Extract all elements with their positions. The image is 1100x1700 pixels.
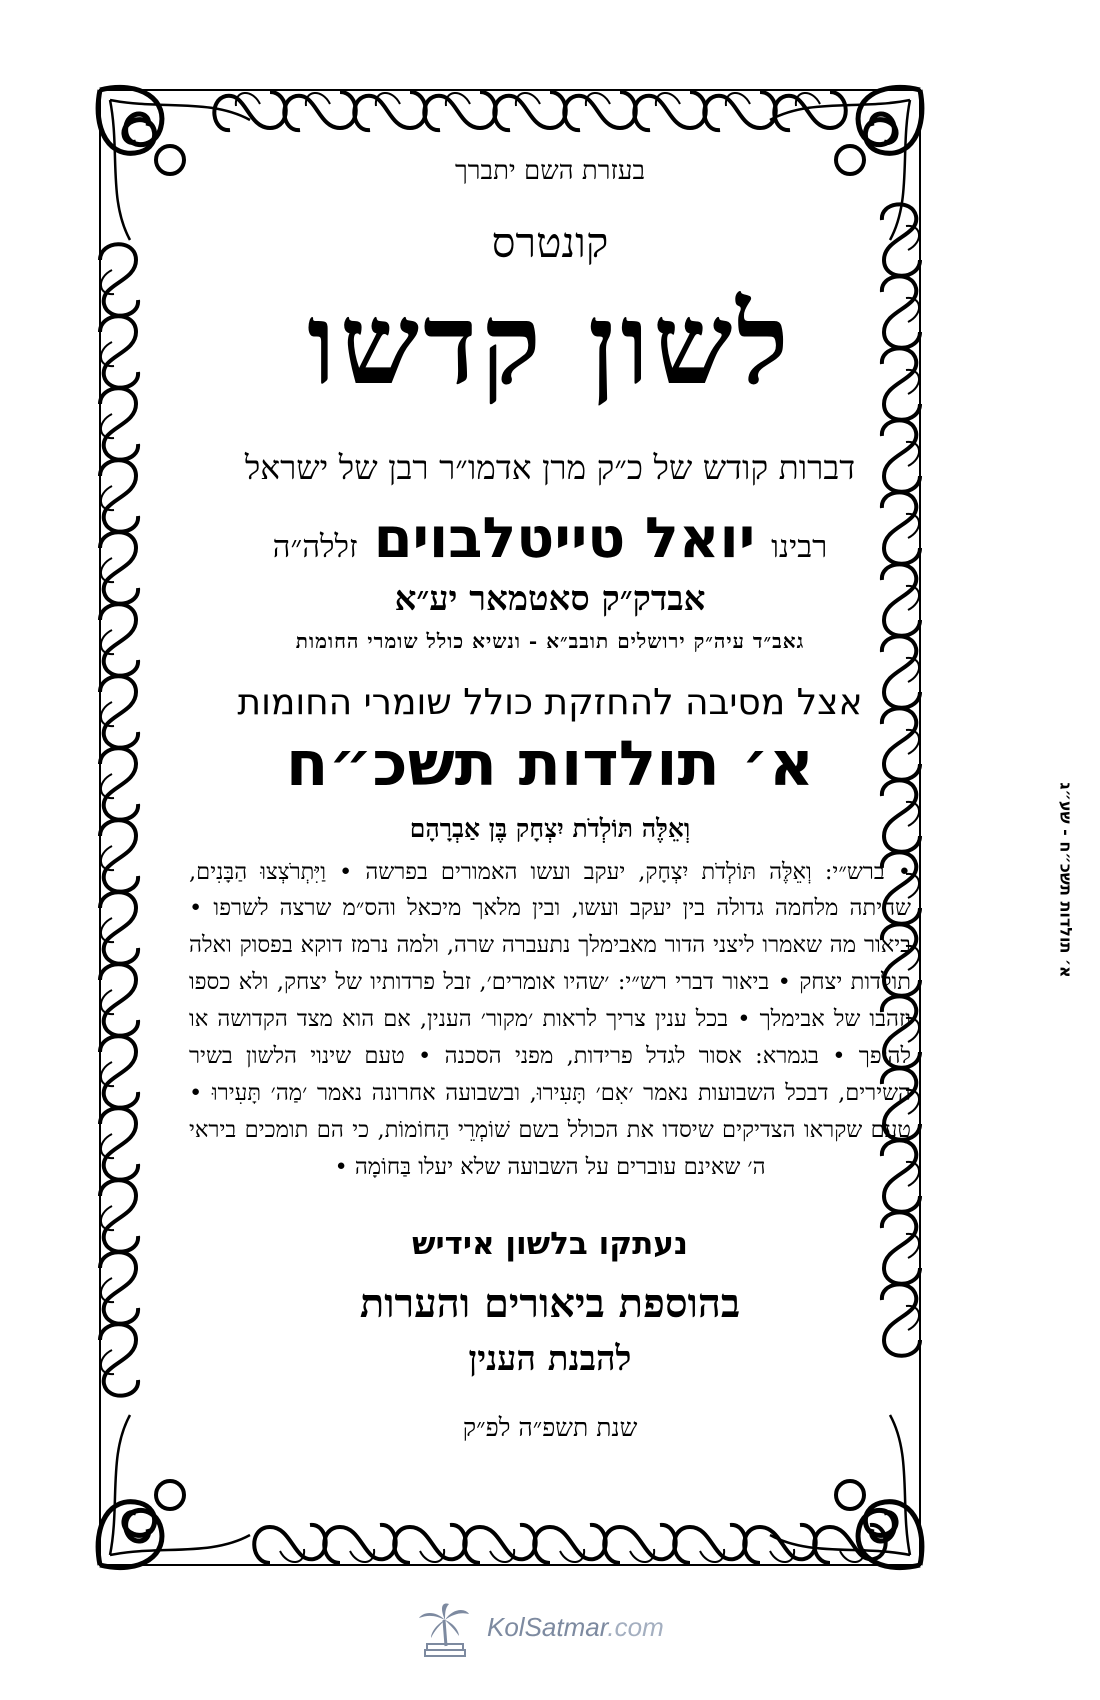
border-scroll — [100, 820, 138, 891]
border-scroll — [100, 1252, 138, 1323]
brand-name: KolSatmar — [487, 1612, 608, 1642]
border-scroll — [100, 604, 138, 675]
border-scroll — [100, 964, 138, 1035]
understanding-line: להבנת הענין — [468, 1338, 632, 1379]
occasion-date: א׳ תולדות תשכ״ח — [285, 726, 815, 800]
border-scroll — [704, 92, 775, 130]
border-scroll — [100, 1180, 138, 1251]
site-branding[interactable] — [415, 1602, 695, 1662]
border-scroll — [424, 92, 495, 130]
verse-heading: וְאֵלֶּה תּוֹלְדֹת יִצְחָק בֶּן אַבְרָהָם — [409, 813, 691, 843]
author-line — [185, 506, 915, 571]
author-prefix: רבינו — [771, 528, 828, 565]
border-scroll — [100, 388, 138, 459]
translated-line: נעתקו בלשון אידיש — [412, 1225, 688, 1262]
border-scroll — [100, 676, 138, 747]
border-scroll — [354, 92, 425, 130]
border-scroll — [284, 92, 355, 130]
border-scroll — [100, 1108, 138, 1179]
border-scroll — [100, 1324, 138, 1395]
border-scroll — [100, 1036, 138, 1107]
occasion-line: אצל מסיבה להחזקת כולל שומרי החומות — [237, 681, 863, 723]
border-scroll — [100, 316, 138, 387]
palm-tree-book-icon — [415, 1602, 473, 1658]
border-scroll — [100, 244, 138, 315]
border-scroll — [100, 532, 138, 603]
book-title: לשון קדשו — [307, 279, 793, 410]
border-scroll — [564, 92, 635, 130]
border-scroll — [634, 92, 705, 130]
kuntres-label: קונטרס — [491, 218, 609, 267]
border-scroll — [100, 460, 138, 531]
addition-line: בהוספת ביאורים והערות — [359, 1279, 741, 1327]
border-scroll — [100, 748, 138, 819]
publication-year: שנת תשפ״ה לפ״ק — [462, 1412, 638, 1442]
brand-wordmark — [487, 1612, 664, 1643]
avdak-line: אבדק״ק סאטמאר יע״א — [394, 578, 706, 619]
border-scroll — [100, 892, 138, 963]
side-running-head: א׳ תולדות תשכ״ח - שע״ג — [1056, 782, 1076, 978]
author-suffix: זללה״ה — [272, 528, 358, 565]
brand-tld: .com — [607, 1612, 664, 1642]
border-scroll — [494, 92, 565, 130]
gavad-line: גאב״ד עיה״ק ירושלים תובב״א - ונשיא כולל שומרי החומות — [295, 628, 805, 653]
border-scroll — [774, 92, 845, 130]
intro-blessing: בעזרת השם יתברך — [455, 156, 645, 186]
author-name: יואל טייטלבוים — [373, 505, 756, 571]
title-page — [185, 150, 915, 1545]
topics-summary: • ברש״י: וְאֵלֶּה תּוֹלְדֹת יִצְחָק, יעקב ועשו האמורים בפרשה • וַיִּתְרֹצְצוּ הַבָּנִים, שהיתה מלחמה גדולה בין יעקב ועשו, ובין מלאך מיכאל והס״מ שרצה לשרפו • ביאור מה שאמרו ליצני הדור מאבימלך נתעברה שרה, ולמה נרמז דוקא בפסוק ואלה תולדות יצחק • ביאור דברי רש״י: ׳שהיו אומרים׳, זבל פרדותיו של יצחק, ולא כספו וזהבו של אבימלך • בכל ענין צריך לראות ׳מקור׳ הענין, אם הוא מצד הקדושה או להיפך • בגמרא: אסור לגדל פרידות, מפני הסכנה • טעם שינוי הלשון בשיר השירים, דבכל השבועות נאמר ׳אִם׳ תָּעִירוּ, ובשבועה אחרונה נאמר ׳מַה׳ תָּעִירוּ • טעם שקראו הצדיקים שיסדו את הכולל בשם שׁוֹמְרֵי הַחוֹמוֹת, כי הם תומכים ביראי ה׳ שאינם עוברים על השבועה שלא יעלו בַּחוֹמָה • — [189, 858, 911, 1180]
divrei-kodesh-line: דברות קודש של כ״ק מרן אדמו״ר רבן של ישראל — [244, 447, 856, 487]
